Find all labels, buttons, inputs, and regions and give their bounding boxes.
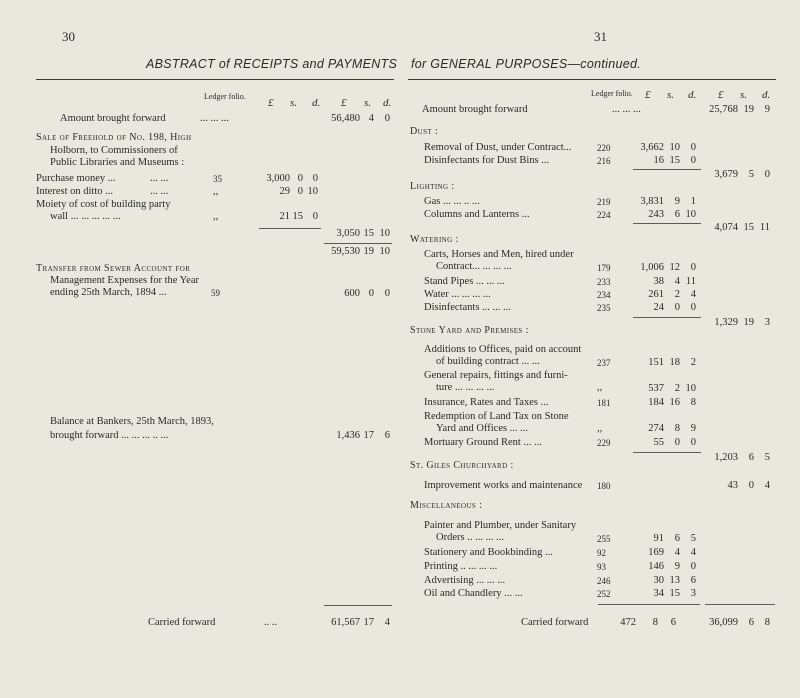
lighting-item-gas-folio: 219: [597, 197, 611, 207]
dust-item-removal-folio: 220: [597, 143, 611, 153]
sale-item-party-wall-pounds: 21: [279, 211, 290, 222]
watering-item-disinfectants-folio: 235: [597, 303, 611, 313]
pence-header-left-2: d.: [383, 97, 392, 109]
watering-item-stand-pipes-folio: 233: [597, 277, 611, 287]
sale-item-purchase-folio: 35: [213, 174, 222, 184]
sale-heading-line-1: Holborn, to Commissioners of: [50, 145, 178, 156]
pound-header-left-1: £: [268, 97, 274, 109]
left-brought-forward-pounds: 56,480: [331, 113, 360, 124]
title-rule-left: [36, 79, 394, 80]
stone-yard-item-insurance-label: Insurance, Rates and Taxes ...: [424, 397, 549, 408]
left-subtotal-pounds: 59,530: [331, 246, 360, 257]
dust-item-disinfectants-folio: 216: [597, 156, 611, 166]
right-carried-inner-pence: 6: [670, 617, 676, 628]
stone-yard-item-land-tax-shillings: 8: [674, 423, 680, 434]
watering-item-water-pence: 4: [690, 289, 696, 300]
watering-heading: Watering :: [410, 234, 459, 245]
transfer-pence: 0: [384, 288, 390, 299]
right-brought-forward-pence: 9: [764, 104, 770, 115]
misc-item-stationery-label: Stationery and Bookbinding ...: [424, 547, 553, 558]
misc-item-printing-label: Printing .. ... ... ...: [424, 561, 498, 572]
watering-total-pence: 3: [764, 317, 770, 328]
st-giles-item-folio: 180: [597, 481, 611, 491]
pence-header-right-2: d.: [762, 89, 771, 101]
ledger-folio-header-left: Ledger folio.: [204, 92, 246, 101]
stone-yard-item-land-tax-pounds: 274: [648, 423, 664, 434]
lighting-total-pence: 11: [759, 222, 770, 233]
watering-item-carts-folio: 179: [597, 263, 611, 273]
stone-yard-heading: Stone Yard and Premises :: [410, 325, 529, 336]
lighting-item-columns-shillings: 6: [674, 209, 680, 220]
lighting-item-columns-pence: 10: [685, 209, 696, 220]
sale-item-purchase-pence: 0: [312, 173, 318, 184]
misc-item-stationery-pence: 4: [690, 547, 696, 558]
stone-yard-item-repairs-shillings: 2: [674, 383, 680, 394]
watering-total-shillings: 19: [743, 317, 754, 328]
misc-item-printing-shillings: 9: [674, 561, 680, 572]
sale-item-purchase-dots: ... ...: [150, 173, 169, 184]
dust-total-pounds: 3,679: [714, 169, 738, 180]
right-carried-label: Carried forward: [521, 617, 589, 628]
watering-item-carts-label-2: Contract... ... ... ...: [436, 261, 512, 272]
title-rule-right: [408, 79, 776, 80]
left-brought-forward-label: Amount brought forward: [60, 113, 166, 124]
stone-yard-total-pence: 5: [764, 452, 770, 463]
lighting-item-columns-folio: 224: [597, 210, 611, 220]
stone-yard-item-insurance-shillings: 16: [669, 397, 680, 408]
stone-yard-item-land-tax-label: Redemption of Land Tax on Stone: [424, 411, 569, 422]
watering-item-disinfectants-pence: 0: [690, 302, 696, 313]
transfer-folio: 59: [211, 288, 220, 298]
page-title-right: for GENERAL PURPOSES—continued.: [411, 57, 641, 71]
misc-item-advertising-label: Advertising ... ... ...: [424, 575, 506, 586]
ledger-folio-header-right: Ledger folio.: [591, 89, 633, 98]
right-brought-forward-label: Amount brought forward: [422, 104, 528, 115]
dust-item-disinfectants-label: Disinfectants for Dust Bins ...: [424, 155, 550, 166]
left-carried-dots: .. ..: [264, 617, 278, 628]
watering-item-water-label: Water ... ... ... ...: [424, 289, 491, 300]
lighting-item-columns-label: Columns and Lanterns ...: [424, 209, 530, 220]
watering-total-pounds: 1,329: [714, 317, 738, 328]
watering-item-carts-pence: 0: [690, 262, 696, 273]
sale-item-purchase-shillings: 0: [297, 173, 303, 184]
lighting-item-gas-shillings: 9: [674, 196, 680, 207]
left-subtotal-shillings: 19: [363, 246, 374, 257]
watering-item-disinfectants-label: Disinfectants ... ... ...: [424, 302, 511, 313]
misc-item-oil-shillings: 15: [669, 588, 680, 599]
dust-item-disinfectants-pence: 0: [690, 155, 696, 166]
stone-yard-item-additions-label: Additions to Offices, paid on account: [424, 344, 582, 355]
misc-item-painter-pounds: 91: [653, 533, 664, 544]
st-giles-item-label: Improvement works and maintenance: [424, 480, 583, 491]
misc-item-stationery-folio: 92: [597, 548, 606, 558]
sale-item-interest-pounds: 29: [279, 186, 290, 197]
misc-item-painter-pence: 5: [690, 533, 696, 544]
right-brought-forward-shillings: 19: [743, 104, 754, 115]
stone-yard-item-additions-shillings: 18: [669, 357, 680, 368]
watering-item-stand-pipes-pence: 11: [685, 276, 696, 287]
sale-item-interest-folio: ,,: [213, 186, 219, 197]
misc-heading: Miscellaneous :: [410, 500, 483, 511]
dust-item-removal-label: Removal of Dust, under Contract...: [424, 142, 572, 153]
sale-item-party-wall-shillings: 15: [292, 211, 303, 222]
stone-yard-item-land-tax-pence: 9: [690, 423, 696, 434]
shilling-header-right-1: s.: [667, 89, 675, 101]
sale-total-shillings: 15: [363, 228, 374, 239]
stone-yard-item-repairs-folio: ,,: [597, 382, 603, 393]
pence-header-left-1: d.: [312, 97, 321, 109]
watering-item-stand-pipes-pounds: 38: [653, 276, 664, 287]
misc-item-printing-folio: 93: [597, 562, 606, 572]
misc-item-advertising-folio: 246: [597, 576, 611, 586]
watering-item-disinfectants-pounds: 24: [653, 302, 664, 313]
stone-yard-item-insurance-pence: 8: [690, 397, 696, 408]
misc-item-painter-folio: 255: [597, 534, 611, 544]
stone-yard-item-land-tax-folio: ,,: [597, 423, 603, 434]
watering-item-water-shillings: 2: [674, 289, 680, 300]
shilling-header-left-1: s.: [290, 97, 298, 109]
stone-yard-item-mortuary-folio: 229: [597, 438, 611, 448]
transfer-pounds: 600: [344, 288, 360, 299]
sale-item-party-wall-pence: 0: [312, 211, 318, 222]
stone-yard-total-shillings: 6: [748, 452, 754, 463]
lighting-total-shillings: 15: [743, 222, 754, 233]
lighting-item-columns-pounds: 243: [648, 209, 664, 220]
shilling-header-left-2: s.: [364, 97, 372, 109]
stone-yard-item-mortuary-label: Mortuary Ground Rent ... ...: [424, 437, 542, 448]
dust-item-removal-pence: 0: [690, 142, 696, 153]
right-carried-inner-shillings: 8: [652, 617, 658, 628]
dust-item-disinfectants-pounds: 16: [653, 155, 664, 166]
dust-item-removal-shillings: 10: [669, 142, 680, 153]
misc-item-printing-pence: 0: [690, 561, 696, 572]
left-brought-forward-pence: 0: [384, 113, 390, 124]
stone-yard-item-mortuary-pounds: 55: [653, 437, 664, 448]
sale-item-interest-shillings: 0: [297, 186, 303, 197]
stone-yard-item-additions-pence: 2: [690, 357, 696, 368]
st-giles-total-shillings: 0: [748, 480, 754, 491]
transfer-line-2: ending 25th March, 1894 ...: [50, 287, 167, 298]
stone-yard-item-insurance-pounds: 184: [648, 397, 664, 408]
dust-item-removal-pounds: 3,662: [640, 142, 664, 153]
stone-yard-item-additions-folio: 237: [597, 358, 611, 368]
page-number-right: 31: [594, 29, 607, 44]
watering-item-carts-pounds: 1,006: [640, 262, 664, 273]
misc-item-advertising-pence: 6: [690, 575, 696, 586]
misc-item-stationery-shillings: 4: [674, 547, 680, 558]
left-brought-forward-dots: ... ... ...: [200, 113, 229, 124]
left-brought-forward-shillings: 4: [368, 113, 374, 124]
misc-item-painter-label-2: Orders .. ... ... ...: [436, 532, 504, 543]
left-carried-rule: [324, 605, 392, 606]
pound-header-left-2: £: [341, 97, 347, 109]
misc-item-stationery-pounds: 169: [648, 547, 664, 558]
left-subtotal-pence: 10: [379, 246, 390, 257]
misc-item-oil-pence: 3: [690, 588, 696, 599]
stone-yard-item-mortuary-shillings: 0: [674, 437, 680, 448]
misc-item-oil-label: Oil and Chandlery ... ...: [424, 588, 523, 599]
stone-yard-item-repairs-label-2: ture ... ... ... ...: [436, 382, 495, 393]
lighting-item-gas-pounds: 3,831: [640, 196, 664, 207]
lighting-total-pounds: 4,074: [714, 222, 738, 233]
right-carried-inner-pounds: 472: [620, 617, 636, 628]
dust-heading: Dust :: [410, 126, 439, 137]
sale-item-party-wall-label-2: wall ... ... ... ... ...: [50, 211, 121, 222]
left-carried-label: Carried forward: [148, 617, 216, 628]
misc-item-painter-shillings: 6: [674, 533, 680, 544]
watering-item-water-folio: 234: [597, 290, 611, 300]
pound-header-right-2: £: [718, 89, 724, 101]
misc-item-oil-folio: 252: [597, 589, 611, 599]
stone-yard-item-additions-label-2: of building contract ... ...: [436, 356, 540, 367]
balance-pounds: 1,436: [336, 430, 360, 441]
sale-item-interest-pence: 10: [307, 186, 318, 197]
lighting-item-gas-label: Gas ... ... .. ...: [424, 196, 480, 207]
shilling-header-right-2: s.: [740, 89, 748, 101]
dust-item-disinfectants-shillings: 15: [669, 155, 680, 166]
transfer-heading: Transfer from Sewer Account for: [36, 263, 191, 274]
transfer-shillings: 0: [368, 288, 374, 299]
sale-item-interest-dots: ... ...: [150, 186, 169, 197]
right-brought-forward-dots: ... ... ...: [612, 104, 641, 115]
misc-item-painter-label: Painter and Plumber, under Sanitary: [424, 520, 577, 531]
pound-header-right-1: £: [645, 89, 651, 101]
balance-pence: 6: [384, 430, 390, 441]
watering-item-stand-pipes-shillings: 4: [674, 276, 680, 287]
right-carried-shillings: 6: [748, 617, 754, 628]
stone-yard-item-insurance-folio: 181: [597, 398, 611, 408]
right-carried-total-rule: [705, 604, 775, 605]
left-carried-pence: 4: [384, 617, 390, 628]
st-giles-total-pounds: 43: [727, 480, 738, 491]
misc-item-advertising-pounds: 30: [653, 575, 664, 586]
stone-yard-item-repairs-pounds: 537: [648, 383, 664, 394]
sale-total-pence: 10: [379, 228, 390, 239]
sale-item-purchase-label: Purchase money ...: [36, 173, 116, 184]
watering-item-carts-shillings: 12: [669, 262, 680, 273]
left-carried-shillings: 17: [363, 617, 374, 628]
watering-item-carts-label: Carts, Horses and Men, hired under: [424, 249, 574, 260]
sale-item-party-wall-label: Moiety of cost of building party: [36, 199, 171, 210]
watering-item-disinfectants-shillings: 0: [674, 302, 680, 313]
transfer-line-1: Management Expenses for the Year: [50, 275, 199, 286]
watering-item-stand-pipes-label: Stand Pipes ... ... ...: [424, 276, 505, 287]
dust-total-pence: 0: [764, 169, 770, 180]
st-giles-heading: St. Giles Churchyard :: [410, 460, 514, 471]
stone-yard-item-additions-pounds: 151: [648, 357, 664, 368]
sale-total-pounds: 3,050: [336, 228, 360, 239]
st-giles-total-pence: 4: [764, 480, 770, 491]
stone-yard-item-land-tax-label-2: Yard and Offices ... ...: [436, 423, 529, 434]
page-number-left: 30: [62, 29, 75, 44]
pence-header-right-1: d.: [688, 89, 697, 101]
misc-item-oil-pounds: 34: [653, 588, 664, 599]
balance-line-1: Balance at Bankers, 25th March, 1893,: [50, 416, 214, 427]
balance-line-2: brought forward ... ... ... .. ...: [50, 430, 169, 441]
lighting-heading: Lighting :: [410, 181, 455, 192]
left-carried-pounds: 61,567: [331, 617, 360, 628]
right-carried-inner-rule: [598, 604, 700, 605]
sale-item-interest-label: Interest on ditto ...: [36, 186, 113, 197]
stone-yard-total-pounds: 1,203: [714, 452, 738, 463]
misc-item-advertising-shillings: 13: [669, 575, 680, 586]
sale-heading: Sale of Freehold of No. 198, High: [36, 132, 192, 143]
sale-item-party-wall-folio: ,,: [213, 211, 219, 222]
dust-total-shillings: 5: [748, 169, 754, 180]
left-subtotal-rule: [324, 243, 392, 244]
watering-item-water-pounds: 261: [648, 289, 664, 300]
stone-yard-item-repairs-label: General repairs, fittings and furni-: [424, 370, 568, 381]
lighting-item-gas-pence: 1: [690, 196, 696, 207]
right-brought-forward-pounds: 25,768: [709, 104, 738, 115]
page-title-left: ABSTRACT of RECEIPTS and PAYMENTS: [146, 57, 398, 71]
balance-shillings: 17: [363, 430, 374, 441]
stone-yard-item-mortuary-pence: 0: [690, 437, 696, 448]
sale-item-purchase-pounds: 3,000: [266, 173, 290, 184]
stone-yard-item-repairs-pence: 10: [685, 383, 696, 394]
right-carried-pence: 8: [764, 617, 770, 628]
right-carried-pounds: 36,099: [709, 617, 738, 628]
sale-heading-line-2: Public Libraries and Museums :: [50, 157, 185, 168]
misc-item-printing-pounds: 146: [648, 561, 664, 572]
